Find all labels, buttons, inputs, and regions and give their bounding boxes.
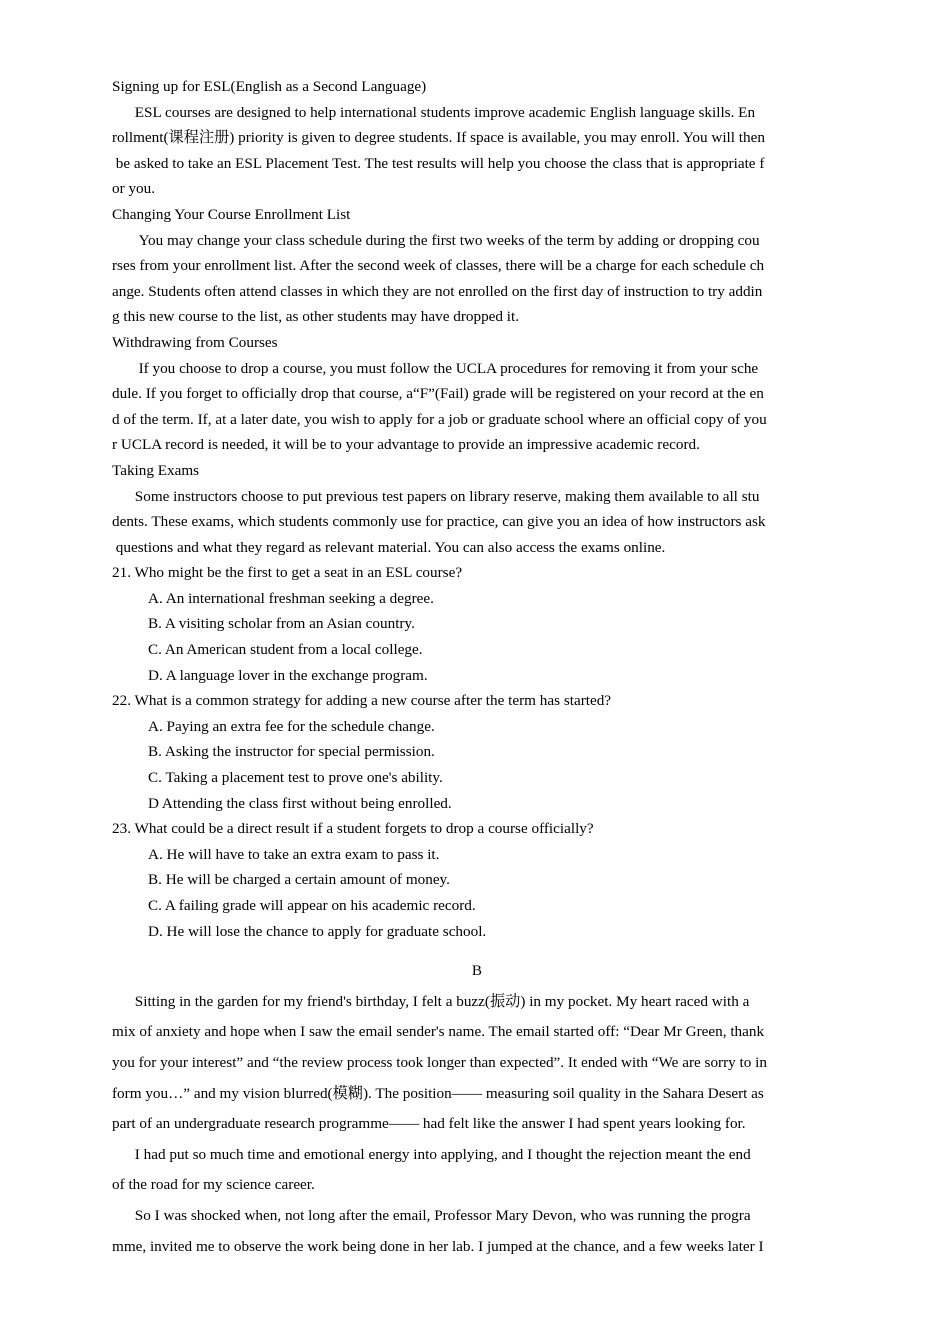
question-21-option-a[interactable]: A. An international freshman seeking a degree. <box>148 589 434 607</box>
passage-b-line: of the road for my science career. <box>112 1176 315 1194</box>
document-content <box>112 74 842 1262</box>
passage-a-line: dents. These exams, which students commonly use for practice, can give you an idea of how instructors ask <box>112 513 766 531</box>
question-23-option-c[interactable]: C. A failing grade will appear on his academic record. <box>148 897 476 914</box>
passage-a-line: g this new course to the list, as other students may have dropped it. <box>112 308 520 326</box>
passage-b-label: B <box>471 962 483 980</box>
question-23-option-d[interactable]: D. He will lose the chance to apply for graduate school. <box>148 922 487 940</box>
question-stem-21: 21. Who might be the first to get a seat in an ESL course? <box>112 564 463 582</box>
passage-a-line: rollment(课程注册) priority is given to degree students. If space is available, you may enroll. You will then <box>112 129 765 147</box>
passage-b-line: mix of anxiety and hope when I saw the email sender's name. The email started off: “Dear Mr Green, thank <box>112 1023 765 1041</box>
passage-a-line: Some instructors choose to put previous test papers on library reserve, making them available to all stu <box>112 487 760 505</box>
passage-b-line: Sitting in the garden for my friend's birthday, I felt a buzz(振动) in my pocket. My heart raced with a <box>112 992 750 1010</box>
section-spacer <box>112 944 842 956</box>
question-21-option-d[interactable]: D. A language lover in the exchange program. <box>148 666 428 684</box>
passage-a-line: d of the term. If, at a later date, you wish to apply for a job or graduate school where an official copy of you <box>112 410 767 428</box>
passage-a-line: or you. <box>112 180 156 198</box>
question-22-option-c[interactable]: C. Taking a placement test to prove one's ability. <box>148 769 443 787</box>
passage-a-line: be asked to take an ESL Placement Test. The test results will help you choose the class that is appropriate f <box>112 154 765 172</box>
passage-a-line: ESL courses are designed to help international students improve academic English language skills. En <box>112 103 756 121</box>
question-stem-23: 23. What could be a direct result if a student forgets to drop a course officially? <box>112 820 594 838</box>
passage-b-line: part of an undergraduate research programme—— had felt like the answer I had spent years looking for. <box>112 1115 746 1133</box>
section-heading-taking-exams: Taking Exams <box>112 461 200 479</box>
question-22-option-a[interactable]: A. Paying an extra fee for the schedule change. <box>148 717 435 735</box>
passage-b-line: I had put so much time and emotional energy into applying, and I thought the rejection meant the end <box>112 1145 751 1163</box>
passage-b-line: form you…” and my vision blurred(模糊). The position—— measuring soil quality in the Sahara Desert as <box>112 1084 764 1102</box>
question-21-option-b[interactable]: B. A visiting scholar from an Asian country. <box>148 615 415 633</box>
section-heading-esl-signup: Signing up for ESL(English as a Second Language) <box>112 78 427 95</box>
passage-a-line: questions and what they regard as relevant material. You can also access the exams online. <box>112 538 666 556</box>
question-23-option-b[interactable]: B. He will be charged a certain amount of money. <box>148 871 450 889</box>
passage-a-line: dule. If you forget to officially drop that course, a“F”(Fail) grade will be registered on your record at the en <box>112 385 764 403</box>
question-22-option-d[interactable]: D Attending the class first without being enrolled. <box>148 794 452 812</box>
passage-a-line: rses from your enrollment list. After the second week of classes, there will be a charge for each schedule ch <box>112 257 765 275</box>
passage-a-line: You may change your class schedule during the first two weeks of the term by adding or dropping cou <box>112 231 760 249</box>
passage-b-line: mme, invited me to observe the work being done in her lab. I jumped at the chance, and a few weeks later I <box>112 1237 764 1255</box>
passage-b <box>112 956 842 1262</box>
passage-a-line: If you choose to drop a course, you must follow the UCLA procedures for removing it from your sche <box>112 359 759 377</box>
section-heading-changing-enrollment: Changing Your Course Enrollment List <box>112 205 351 223</box>
question-21-option-c[interactable]: C. An American student from a local college. <box>148 641 423 659</box>
question-22-option-b[interactable]: B. Asking the instructor for special permission. <box>148 743 435 761</box>
passage-a-line: r UCLA record is needed, it will be to your advantage to provide an impressive academic record. <box>112 436 700 454</box>
passage-b-line: you for your interest” and “the review process took longer than expected”. It ended with “We are sorry to in <box>112 1053 767 1071</box>
passage-b-line: So I was shocked when, not long after the email, Professor Mary Devon, who was running the progra <box>112 1206 751 1224</box>
section-heading-withdrawing: Withdrawing from Courses <box>112 333 278 351</box>
passage-a-line: ange. Students often attend classes in which they are not enrolled on the first day of instruction to try addin <box>112 282 763 300</box>
question-stem-22: 22. What is a common strategy for adding a new course after the term has started? <box>112 692 612 710</box>
passage-a <box>112 74 842 944</box>
question-23-option-a[interactable]: A. He will have to take an extra exam to pass it. <box>148 845 440 863</box>
